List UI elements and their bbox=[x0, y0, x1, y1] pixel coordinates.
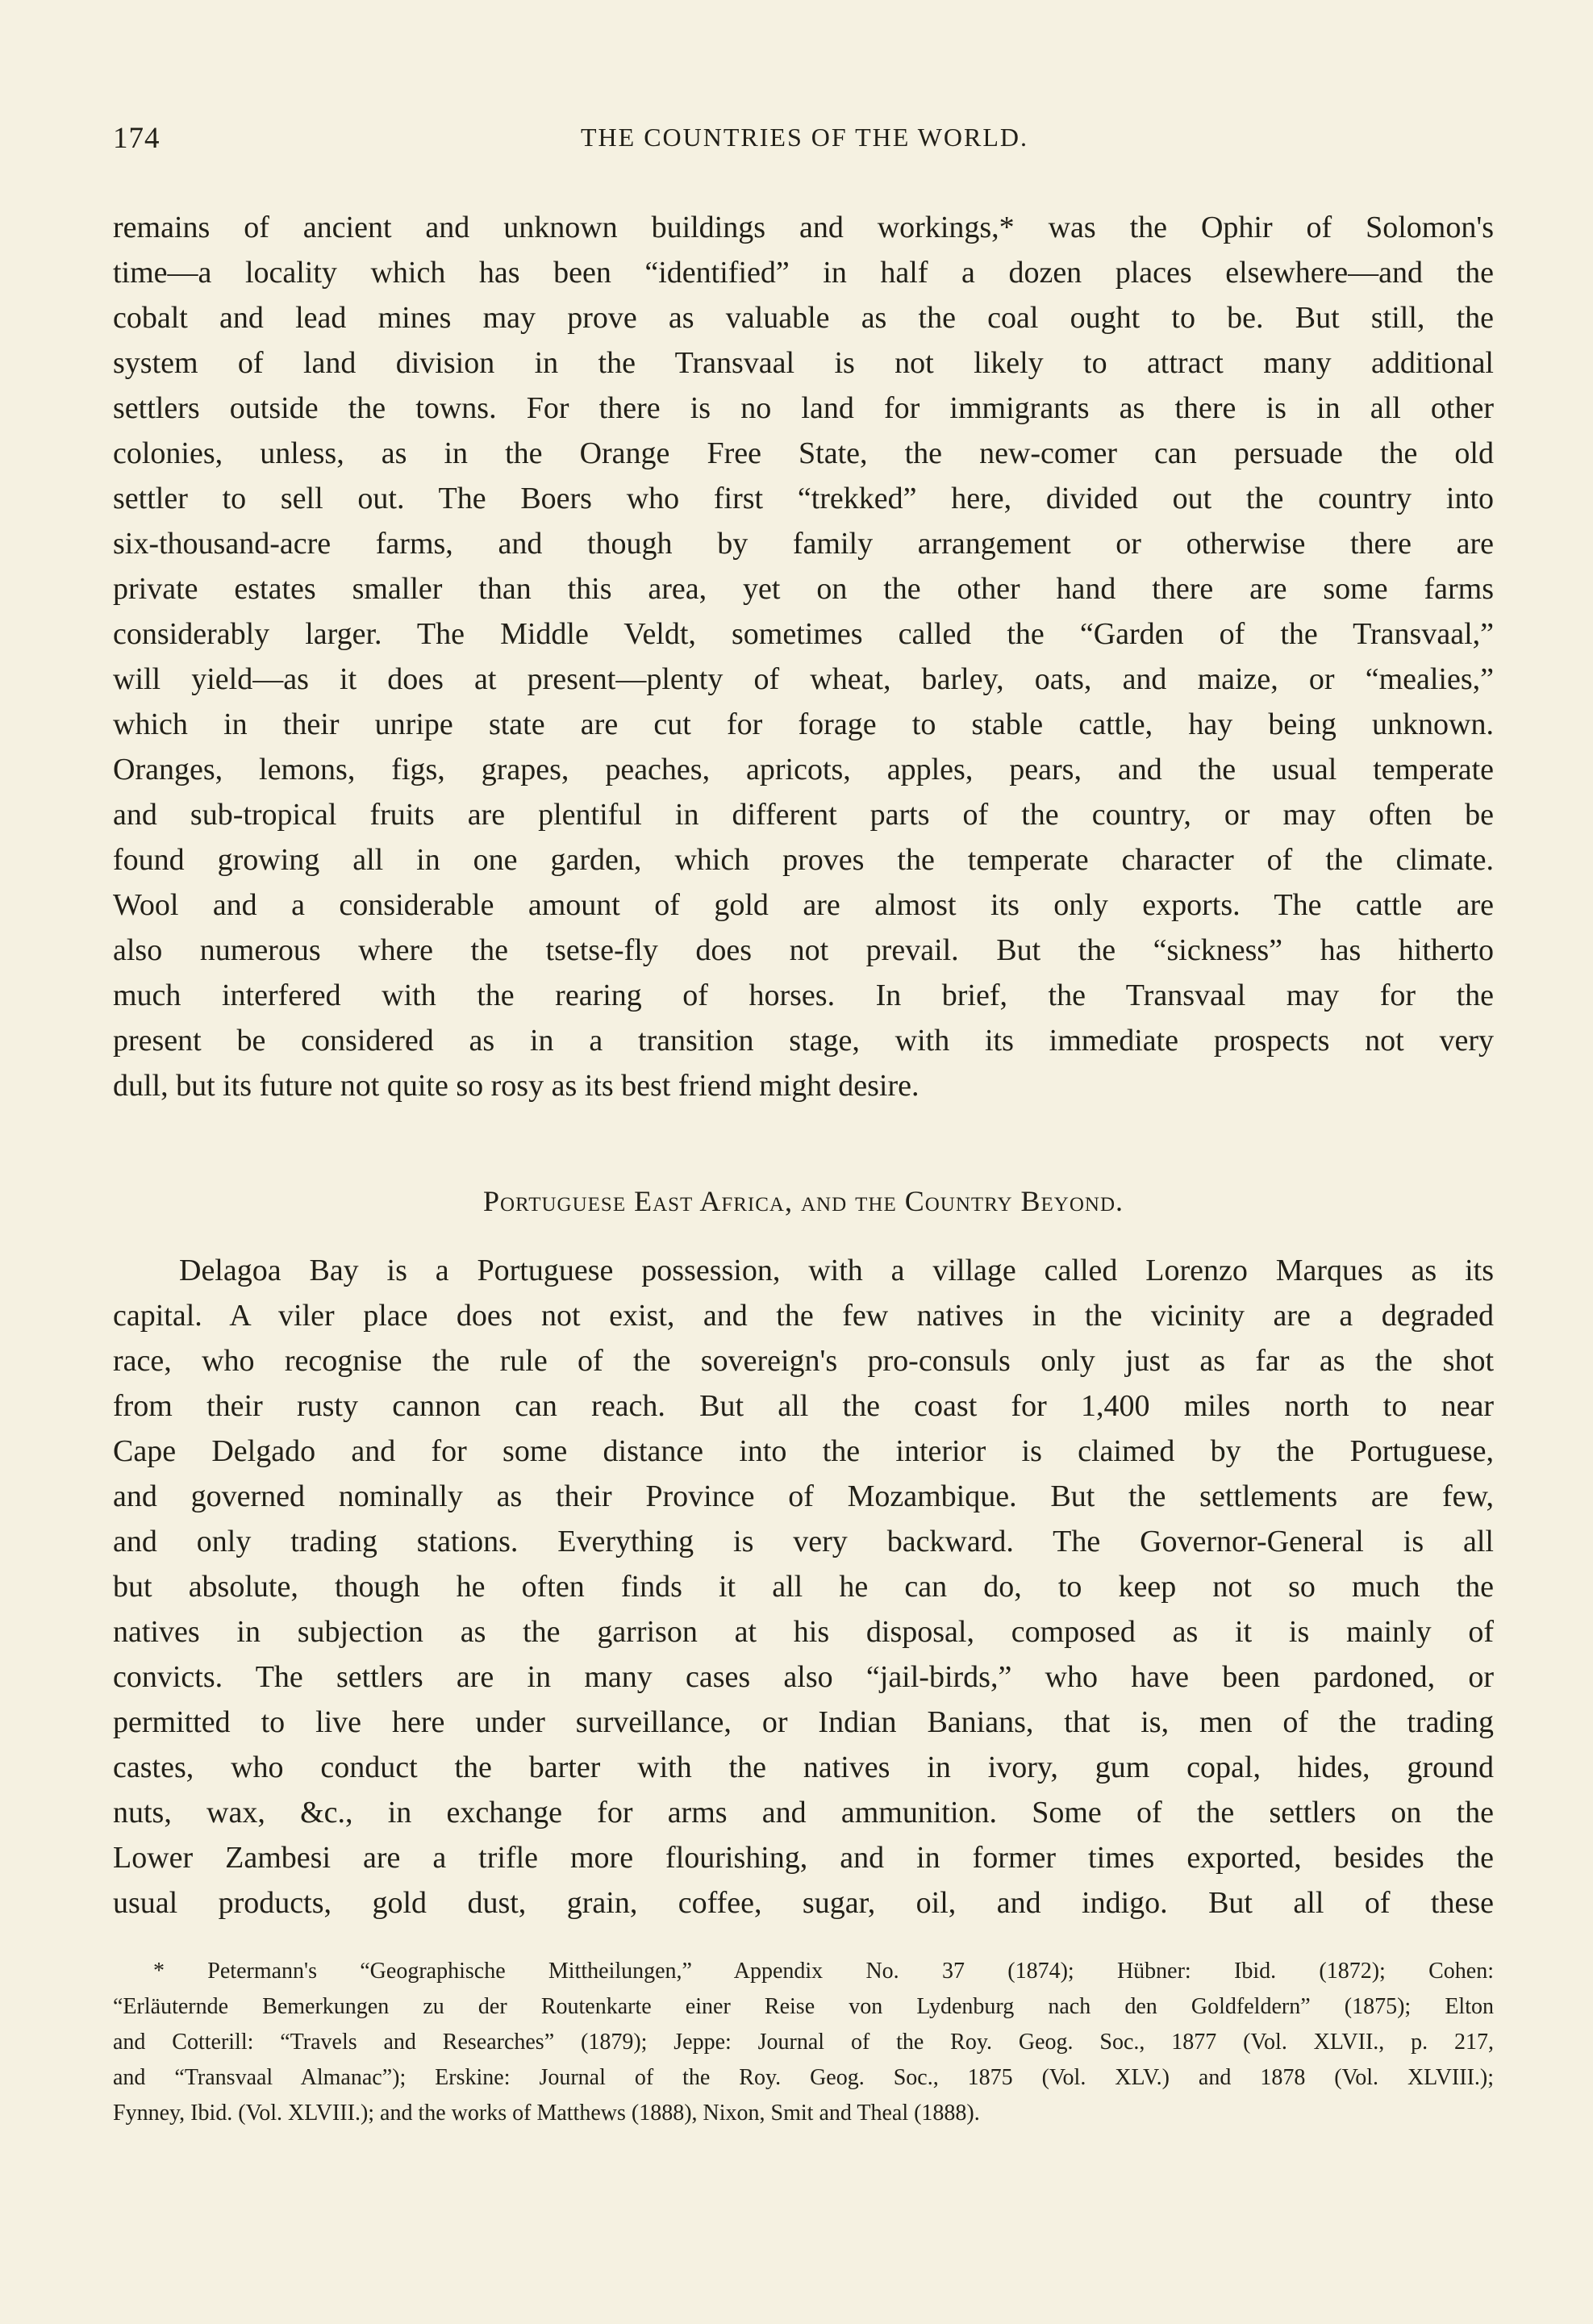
text-line: capital. A viler place does not exist, and the few natives in the vicinity are a degraded bbox=[113, 1299, 1494, 1333]
text-line: dull, but its future not quite so rosy as its best friend might desire. bbox=[113, 1069, 920, 1103]
text-line: six-thousand-acre farms, and though by family arrangement or otherwise there are bbox=[113, 527, 1494, 561]
text-line: Wool and a considerable amount of gold are almost its only exports. The cattle are bbox=[113, 888, 1494, 922]
running-title: THE COUNTRIES OF THE WORLD. bbox=[580, 123, 1029, 152]
text-line: settler to sell out. The Boers who first “trekked” here, divided out the country into bbox=[113, 482, 1494, 515]
text-line: castes, who conduct the barter with the natives in ivory, gum copal, hides, ground bbox=[113, 1750, 1494, 1784]
text-line: cobalt and lead mines may prove as valuable as the coal ought to be. But still, the bbox=[113, 301, 1494, 335]
text-line: found growing all in one garden, which proves the temperate character of the climate. bbox=[113, 843, 1494, 877]
text-line: and only trading stations. Everything is very backward. The Governor-General is all bbox=[113, 1525, 1494, 1558]
text-line: but absolute, though he often finds it all he can do, to keep not so much the bbox=[113, 1570, 1494, 1604]
text-line: system of land division in the Transvaal is not likely to attract many additional bbox=[113, 346, 1494, 380]
text-line: remains of ancient and unknown buildings and workings,* was the Ophir of Solomon's bbox=[113, 211, 1494, 244]
text-line: Oranges, lemons, figs, grapes, peaches, apricots, apples, pears, and the usual temperate bbox=[113, 753, 1494, 786]
text-line: Cape Delgado and for some distance into the interior is claimed by the Portuguese, bbox=[113, 1434, 1494, 1468]
text-line: race, who recognise the rule of the sovereign's pro-consuls only just as far as the shot bbox=[113, 1344, 1494, 1378]
footnote-line: and “Transvaal Almanac”); Erskine: Journal of the Roy. Geog. Soc., 1875 (Vol. XLV.) and 1878 (Vol. XLVIII.); bbox=[113, 2065, 1494, 2090]
text-line: colonies, unless, as in the Orange Free State, the new-comer can persuade the old bbox=[113, 436, 1494, 470]
footnote-line: “Erläuternde Bemerkungen zu der Routenkarte einer Reise von Lydenburg nach den Goldfeldern” (1875); Elton bbox=[113, 1994, 1494, 2019]
page-number: 174 bbox=[113, 122, 161, 155]
text-line: and sub-tropical fruits are plentiful in different parts of the country, or may often be bbox=[113, 798, 1494, 832]
text-line: Delagoa Bay is a Portuguese possession, with a village called Lorenzo Marques as its bbox=[179, 1254, 1494, 1287]
footnote-line: * Petermann's “Geographische Mittheilungen,” Appendix No. 37 (1874); Hübner: Ibid. (1872); Cohen: bbox=[153, 1959, 1494, 1984]
footnote bbox=[113, 1954, 1494, 2131]
running-head bbox=[113, 121, 1496, 161]
section-heading: Portuguese East Africa, and the Country Beyond. bbox=[482, 1185, 1124, 1217]
text-line: natives in subjection as the garrison at his disposal, composed as it is mainly of bbox=[113, 1615, 1494, 1649]
text-line: convicts. The settlers are in many cases also “jail-birds,” who have been pardoned, or bbox=[113, 1660, 1494, 1694]
text-line: usual products, gold dust, grain, coffee, sugar, oil, and indigo. But all of these bbox=[113, 1886, 1494, 1920]
text-line: also numerous where the tsetse-fly does not prevail. But the “sickness” has hitherto bbox=[113, 933, 1494, 967]
text-line: much interfered with the rearing of horses. In brief, the Transvaal may for the bbox=[113, 978, 1494, 1012]
text-line: from their rusty cannon can reach. But all the coast for 1,400 miles north to near bbox=[113, 1389, 1494, 1423]
footnote-line: and Cotterill: “Travels and Researches” (1879); Jeppe: Journal of the Roy. Geog. Soc., 1877 (Vol. XLVII., p. 217, bbox=[113, 2030, 1494, 2055]
text-line: permitted to live here under surveillance, or Indian Banians, that is, men of the trading bbox=[113, 1705, 1494, 1739]
text-line: present be considered as in a transition stage, with its immediate prospects not very bbox=[113, 1024, 1494, 1058]
text-line: Lower Zambesi are a trifle more flourishing, and in former times exported, besides the bbox=[113, 1841, 1494, 1875]
footnote-line: Fynney, Ibid. (Vol. XLVIII.); and the works of Matthews (1888), Nixon, Smit and Theal (1888). bbox=[113, 2101, 980, 2126]
text-line: considerably larger. The Middle Veldt, sometimes called the “Garden of the Transvaal,” bbox=[113, 617, 1494, 651]
text-line: will yield—as it does at present—plenty of wheat, barley, oats, and maize, or “mealies,” bbox=[113, 662, 1494, 696]
text-line: which in their unripe state are cut for forage to stable cattle, hay being unknown. bbox=[113, 707, 1494, 741]
text-line: settlers outside the towns. For there is no land for immigrants as there is in all other bbox=[113, 391, 1494, 425]
paragraph-delagoa-bay bbox=[113, 1248, 1494, 1926]
text-line: and governed nominally as their Province of Mozambique. But the settlements are few, bbox=[113, 1479, 1494, 1513]
text-line: time—a locality which has been “identified” in half a dozen places elsewhere—and the bbox=[113, 256, 1494, 290]
text-line: private estates smaller than this area, yet on the other hand there are some farms bbox=[113, 572, 1494, 606]
paragraph-transvaal bbox=[113, 205, 1494, 1108]
text-line: nuts, wax, &c., in exchange for arms and ammunition. Some of the settlers on the bbox=[113, 1796, 1494, 1830]
